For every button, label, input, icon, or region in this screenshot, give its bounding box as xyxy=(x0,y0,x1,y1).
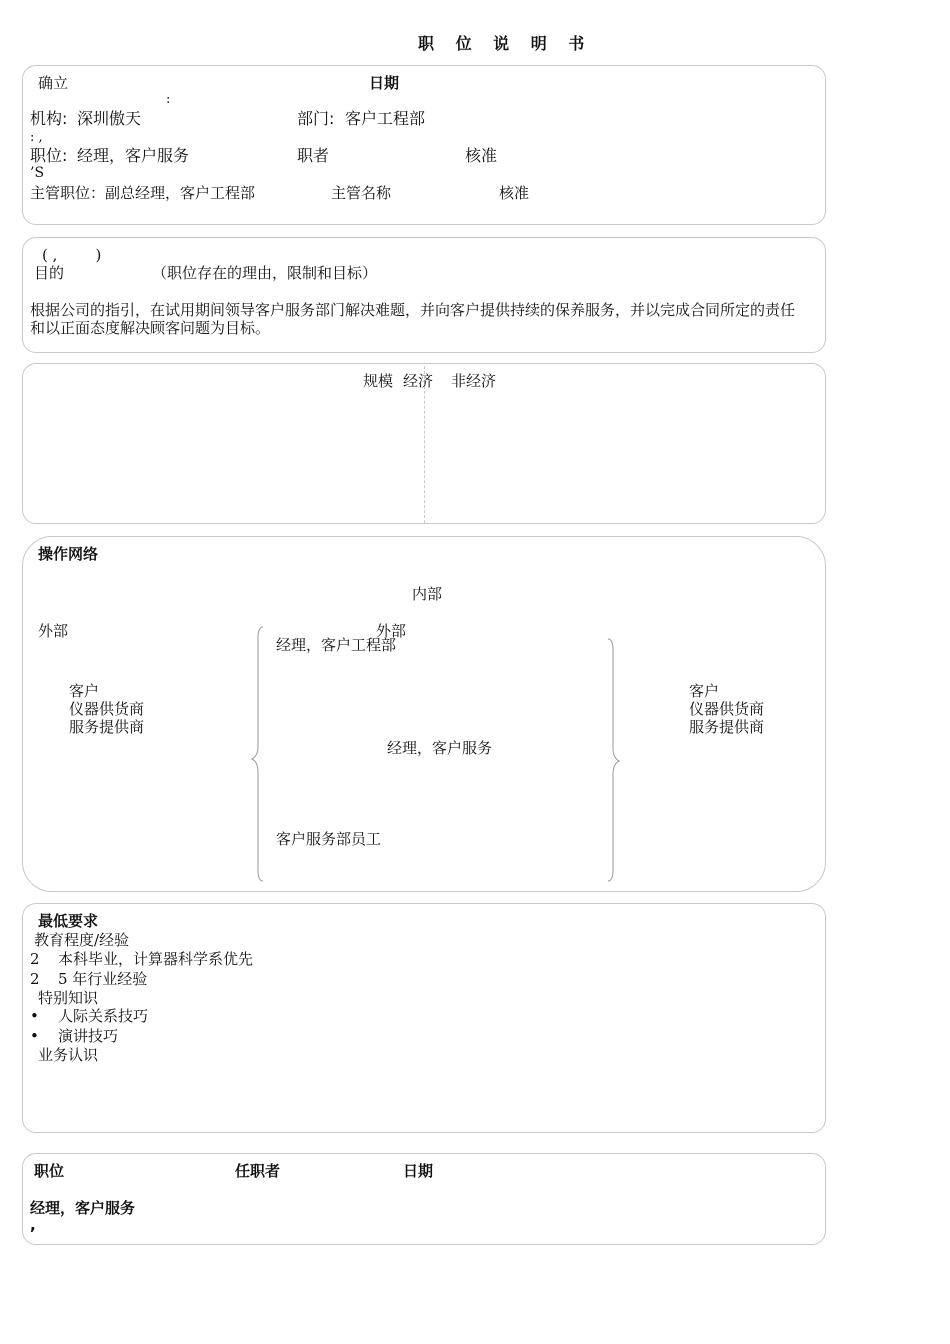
supervisor-name-label: 主管名称 xyxy=(331,184,392,202)
list-item: 仪器供货商 xyxy=(69,700,145,718)
colon-mark: : xyxy=(166,92,171,107)
purpose-text-line1: 根据公司的指引，在试用期间领导客户服务部门解决难题，并向客户提供持续的保养服务，并以完成合同所定的责任 xyxy=(30,301,796,319)
list-item: 服务提供商 xyxy=(689,718,765,736)
dept-label: 部门: xyxy=(297,109,335,128)
position-value: 经理，客户服务 xyxy=(77,146,190,165)
scale-label: 规模 xyxy=(363,372,394,390)
purpose-hint: （职位存在的理由，限制和目标） xyxy=(152,264,378,282)
document-title: 职 位 说 明 书 xyxy=(418,34,593,53)
bullet-icon: • xyxy=(30,1027,39,1045)
knowledge-item: 人际关系技巧 xyxy=(58,1007,149,1025)
education-item: 本科毕业，计算器科学系优先 xyxy=(58,950,254,968)
possessive-mark: ’S xyxy=(30,165,45,181)
supervisor-approve-label: 核准 xyxy=(499,184,530,202)
requirements-title: 最低要求 xyxy=(38,912,99,930)
date-label: 日期 xyxy=(369,74,400,92)
purpose-paren: ( , ) xyxy=(42,246,102,264)
education-item: 5 年行业经验 xyxy=(58,970,148,988)
left-external-list xyxy=(69,682,144,736)
internal-label: 内部 xyxy=(412,585,443,603)
bullet-icon: • xyxy=(30,1007,39,1025)
left-brace-icon xyxy=(248,624,268,884)
org-value: 深圳傲天 xyxy=(77,109,142,128)
economic-label: 经济 xyxy=(403,372,434,390)
position-label: 职位: xyxy=(30,146,68,165)
holder-label: 职者 xyxy=(297,146,330,165)
list-item: 仪器供货商 xyxy=(689,700,765,718)
established-label: 确立 xyxy=(38,74,69,92)
org-label: 机构: xyxy=(30,109,68,128)
knowledge-item: 演讲技巧 xyxy=(58,1027,119,1045)
list-marker: 2 xyxy=(30,970,40,988)
list-item: 服务提供商 xyxy=(69,718,145,736)
dept-value: 客户工程部 xyxy=(345,109,426,128)
education-label: 教育程度/经验 xyxy=(34,931,130,949)
non-economic-label: 非经济 xyxy=(451,372,497,390)
list-item: 客户 xyxy=(689,682,720,700)
supervisor-label: 主管职位：副总经理，客户工程部 xyxy=(30,184,256,202)
top-role: 经理，客户工程部 xyxy=(276,636,397,654)
footer-position-label: 职位 xyxy=(34,1162,65,1180)
purpose-label: 目的 xyxy=(34,264,65,282)
external-left-label: 外部 xyxy=(38,622,69,640)
right-brace-icon xyxy=(604,636,624,884)
punctuation-mark: : , xyxy=(30,130,43,145)
knowledge-label: 特别知识 xyxy=(38,989,99,1007)
list-marker: 2 xyxy=(30,950,40,968)
business-label: 业务认识 xyxy=(38,1046,99,1064)
footer-comma: , xyxy=(30,1216,36,1234)
purpose-text-line2: 和以正面态度解决顾客问题为目标。 xyxy=(30,319,271,337)
list-item: 客户 xyxy=(69,682,100,700)
external-mid-label: 外部 xyxy=(376,622,407,640)
footer-date-label: 日期 xyxy=(403,1162,434,1180)
approve-label: 核准 xyxy=(465,146,498,165)
network-title: 操作网络 xyxy=(38,545,99,563)
right-external-list xyxy=(689,682,764,736)
center-role: 经理，客户服务 xyxy=(387,739,493,757)
footer-holder-label: 任职者 xyxy=(235,1162,281,1180)
footer-position-value: 经理，客户服务 xyxy=(30,1199,136,1217)
bottom-role: 客户服务部员工 xyxy=(276,830,382,848)
